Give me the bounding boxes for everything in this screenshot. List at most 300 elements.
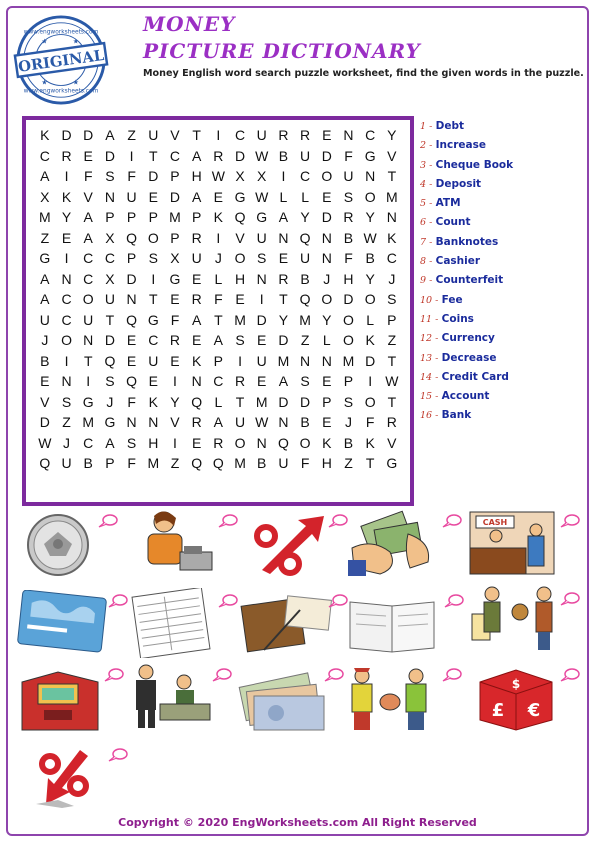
letter-cell[interactable]: E <box>257 373 267 389</box>
letter-cell[interactable]: M <box>277 352 290 369</box>
letter-cell[interactable]: U <box>39 311 50 328</box>
letter-cell[interactable]: I <box>238 352 242 369</box>
letter-cell[interactable]: B <box>343 229 354 246</box>
letter-cell[interactable]: E <box>83 147 93 164</box>
letter-cell[interactable]: A <box>105 127 115 143</box>
letter-cell[interactable]: D <box>61 127 72 143</box>
letter-cell[interactable]: R <box>278 127 289 143</box>
letter-cell[interactable]: P <box>126 250 137 266</box>
letter-cell[interactable]: H <box>321 455 332 471</box>
letter-cell[interactable]: N <box>300 352 311 369</box>
letter-cell[interactable]: O <box>234 434 246 451</box>
letter-cell[interactable]: D <box>278 393 289 410</box>
letter-cell[interactable]: G <box>364 147 376 164</box>
answer-bubble-icon[interactable] <box>218 514 238 528</box>
letter-cell[interactable]: R <box>169 332 181 348</box>
answer-bubble-icon[interactable] <box>444 594 464 608</box>
letter-cell[interactable]: N <box>278 414 289 430</box>
letter-cell[interactable]: I <box>64 352 69 369</box>
letter-cell[interactable]: I <box>173 434 177 451</box>
letter-cell[interactable]: B <box>300 270 310 287</box>
letter-cell[interactable]: J <box>63 434 71 451</box>
letter-cell[interactable]: V <box>83 188 93 205</box>
letter-cell[interactable]: E <box>191 270 202 287</box>
answer-bubble-icon[interactable] <box>98 514 118 528</box>
letter-cell[interactable]: T <box>83 352 93 369</box>
letter-cell[interactable]: R <box>213 434 224 451</box>
letter-cell[interactable]: X <box>105 229 115 246</box>
letter-cell[interactable]: E <box>170 352 180 369</box>
letter-cell[interactable]: G <box>147 311 159 328</box>
letter-cell[interactable]: S <box>235 332 245 348</box>
letter-cell[interactable]: E <box>257 332 267 348</box>
letter-cell[interactable]: M <box>299 311 311 328</box>
letter-cell[interactable]: N <box>343 127 354 143</box>
letter-cell[interactable]: R <box>191 291 202 307</box>
letter-cell[interactable]: G <box>256 209 268 225</box>
letter-cell[interactable]: E <box>191 332 202 348</box>
letter-cell[interactable]: I <box>216 127 221 143</box>
letter-cell[interactable]: Z <box>170 455 180 471</box>
letter-cell[interactable]: E <box>170 291 180 307</box>
letter-cell[interactable]: E <box>235 291 245 307</box>
letter-cell[interactable]: L <box>214 393 223 410</box>
letter-cell[interactable]: J <box>323 270 331 287</box>
letter-cell[interactable]: P <box>105 455 115 471</box>
letter-cell[interactable]: P <box>105 209 115 225</box>
letter-cell[interactable]: I <box>368 373 373 389</box>
letter-cell[interactable]: V <box>170 414 180 430</box>
letter-cell[interactable]: M <box>386 188 398 205</box>
letter-cell[interactable]: E <box>126 332 137 348</box>
letter-cell[interactable]: X <box>40 188 50 205</box>
letter-cell[interactable]: V <box>170 127 180 143</box>
answer-bubble-icon[interactable] <box>212 668 232 682</box>
letter-cell[interactable]: W <box>363 229 377 246</box>
letter-cell[interactable]: K <box>148 393 158 410</box>
letter-cell[interactable]: C <box>213 373 224 389</box>
letter-cell[interactable]: Q <box>212 455 224 471</box>
letter-cell[interactable]: U <box>256 229 267 246</box>
letter-cell[interactable]: R <box>234 373 246 389</box>
letter-cell[interactable]: Z <box>40 229 50 246</box>
letter-cell[interactable]: B <box>257 455 267 471</box>
letter-cell[interactable]: J <box>106 393 114 410</box>
letter-cell[interactable]: C <box>386 250 397 266</box>
letter-cell[interactable]: X <box>170 250 180 266</box>
letter-cell[interactable]: A <box>105 434 115 451</box>
letter-cell[interactable]: M <box>234 311 246 328</box>
letter-cell[interactable]: T <box>192 127 201 143</box>
letter-cell[interactable]: D <box>343 291 354 307</box>
letter-cell[interactable]: N <box>321 229 332 246</box>
letter-cell[interactable]: L <box>301 188 309 205</box>
letter-cell[interactable]: R <box>191 229 202 246</box>
letter-cell[interactable]: M <box>234 455 246 471</box>
letter-cell[interactable]: U <box>256 352 267 369</box>
letter-cell[interactable]: L <box>279 188 288 205</box>
letter-cell[interactable]: C <box>104 250 115 266</box>
letter-cell[interactable]: O <box>364 188 376 205</box>
letter-cell[interactable]: J <box>41 332 49 348</box>
answer-bubble-icon[interactable] <box>328 514 348 528</box>
letter-cell[interactable]: T <box>105 311 115 328</box>
letter-cell[interactable]: E <box>148 188 158 205</box>
letter-cell[interactable]: C <box>61 311 72 328</box>
letter-cell[interactable]: A <box>40 291 50 307</box>
letter-cell[interactable]: L <box>366 311 375 328</box>
letter-cell[interactable]: K <box>322 434 332 451</box>
answer-bubble-icon[interactable] <box>442 668 462 682</box>
letter-cell[interactable]: I <box>216 229 221 246</box>
letter-cell[interactable]: E <box>126 352 137 369</box>
letter-cell[interactable]: D <box>321 147 332 164</box>
letter-cell[interactable]: Y <box>387 127 397 143</box>
letter-cell[interactable]: J <box>214 250 222 266</box>
letter-cell[interactable]: T <box>387 393 397 410</box>
letter-cell[interactable]: I <box>281 168 286 184</box>
letter-cell[interactable]: P <box>126 209 137 225</box>
letter-cell[interactable]: S <box>148 250 158 266</box>
letter-cell[interactable]: U <box>300 147 311 164</box>
letter-cell[interactable]: C <box>365 127 376 143</box>
answer-bubble-icon[interactable] <box>560 592 580 606</box>
letter-cell[interactable]: S <box>61 393 72 410</box>
letter-cell[interactable]: S <box>343 188 354 205</box>
letter-cell[interactable]: S <box>105 373 115 389</box>
letter-cell[interactable]: M <box>39 209 51 225</box>
letter-cell[interactable]: G <box>82 393 94 410</box>
letter-cell[interactable]: V <box>387 434 397 451</box>
letter-cell[interactable]: A <box>83 229 93 246</box>
letter-cell[interactable]: Z <box>62 414 71 430</box>
letter-cell[interactable]: O <box>343 332 354 348</box>
letter-cell[interactable]: C <box>169 147 181 164</box>
letter-cell[interactable]: D <box>321 209 332 225</box>
letter-cell[interactable]: E <box>322 127 332 143</box>
letter-cell[interactable]: K <box>61 188 72 205</box>
letter-cell[interactable]: Q <box>299 229 311 246</box>
letter-cell[interactable]: K <box>365 434 375 451</box>
letter-cell[interactable]: E <box>322 414 332 430</box>
letter-cell[interactable]: E <box>61 229 72 246</box>
letter-cell[interactable]: D <box>234 147 246 164</box>
letter-cell[interactable]: O <box>321 291 333 307</box>
letter-cell[interactable]: A <box>278 373 289 389</box>
letter-cell[interactable]: P <box>170 168 180 184</box>
letter-cell[interactable]: T <box>387 168 397 184</box>
letter-cell[interactable]: N <box>278 229 289 246</box>
letter-cell[interactable]: H <box>191 168 202 184</box>
letter-cell[interactable]: R <box>191 414 202 430</box>
letter-cell[interactable]: F <box>127 168 136 184</box>
letter-cell[interactable]: M <box>147 455 160 471</box>
answer-bubble-icon[interactable] <box>104 668 124 682</box>
answer-bubble-icon[interactable] <box>560 668 580 682</box>
letter-cell[interactable]: G <box>386 455 398 471</box>
letter-cell[interactable]: O <box>234 250 246 266</box>
letter-cell[interactable]: S <box>387 291 397 307</box>
letter-cell[interactable]: C <box>83 270 94 287</box>
letter-cell[interactable]: I <box>173 373 177 389</box>
letter-cell[interactable]: Z <box>127 127 136 143</box>
letter-cell[interactable]: V <box>40 393 50 410</box>
letter-cell[interactable]: L <box>214 270 223 287</box>
letter-cell[interactable]: Q <box>299 291 311 307</box>
letter-cell[interactable]: X <box>257 168 267 184</box>
letter-cell[interactable]: D <box>365 352 376 369</box>
letter-cell[interactable]: C <box>39 147 50 164</box>
letter-cell[interactable]: N <box>256 270 267 287</box>
letter-cell[interactable]: N <box>61 373 72 389</box>
letter-cell[interactable]: W <box>255 188 269 205</box>
answer-bubble-icon[interactable] <box>218 594 238 608</box>
letter-cell[interactable]: C <box>234 127 246 143</box>
letter-cell[interactable]: G <box>104 414 116 430</box>
letter-cell[interactable]: E <box>322 188 332 205</box>
letter-cell[interactable]: C <box>148 332 159 348</box>
letter-cell[interactable]: V <box>387 147 397 164</box>
letter-cell[interactable]: T <box>365 455 375 471</box>
letter-cell[interactable]: B <box>365 250 375 266</box>
letter-cell[interactable]: N <box>104 188 115 205</box>
letter-cell[interactable]: T <box>387 352 397 369</box>
letter-cell[interactable]: Y <box>300 209 310 225</box>
letter-cell[interactable]: I <box>86 373 91 389</box>
letter-cell[interactable]: H <box>234 270 246 287</box>
letter-cell[interactable]: P <box>322 393 332 410</box>
letter-cell[interactable]: F <box>300 455 310 471</box>
letter-cell[interactable]: R <box>61 147 72 164</box>
letter-cell[interactable]: S <box>300 373 310 389</box>
letter-cell[interactable]: P <box>170 229 180 246</box>
letter-cell[interactable]: A <box>191 311 202 328</box>
letter-cell[interactable]: O <box>364 393 376 410</box>
letter-cell[interactable]: T <box>235 393 245 410</box>
letter-cell[interactable]: G <box>169 270 181 287</box>
letter-cell[interactable]: K <box>191 352 202 369</box>
letter-cell[interactable]: W <box>255 414 269 430</box>
letter-cell[interactable]: D <box>83 127 94 143</box>
letter-cell[interactable]: A <box>40 270 50 287</box>
letter-cell[interactable]: D <box>104 332 115 348</box>
letter-cell[interactable]: Q <box>126 311 138 328</box>
letter-cell[interactable]: U <box>148 352 159 369</box>
letter-cell[interactable]: N <box>83 332 94 348</box>
letter-cell[interactable]: G <box>39 250 51 266</box>
letter-cell[interactable]: N <box>61 270 72 287</box>
letter-cell[interactable]: B <box>343 434 354 451</box>
letter-cell[interactable]: F <box>127 393 136 410</box>
letter-cell[interactable]: U <box>300 250 311 266</box>
letter-cell[interactable]: N <box>256 434 267 451</box>
letter-cell[interactable]: P <box>343 373 354 389</box>
letter-cell[interactable]: D <box>126 270 137 287</box>
letter-cell[interactable]: S <box>105 168 115 184</box>
letter-cell[interactable]: A <box>191 188 202 205</box>
letter-cell[interactable]: D <box>256 311 267 328</box>
letter-cell[interactable]: T <box>149 147 158 164</box>
letter-cell[interactable]: U <box>148 127 159 143</box>
letter-cell[interactable]: N <box>321 250 332 266</box>
letter-cell[interactable]: N <box>365 168 376 184</box>
letter-cell[interactable]: A <box>213 332 224 348</box>
letter-cell[interactable]: F <box>127 455 136 471</box>
letter-cell[interactable]: Y <box>170 393 180 410</box>
letter-cell[interactable]: U <box>234 414 246 430</box>
letter-cell[interactable]: Y <box>322 311 332 328</box>
letter-cell[interactable]: V <box>235 229 245 246</box>
letter-cell[interactable]: M <box>82 414 95 430</box>
letter-cell[interactable]: Q <box>39 455 51 471</box>
letter-cell[interactable]: N <box>148 414 159 430</box>
letter-cell[interactable]: O <box>364 291 376 307</box>
letter-cell[interactable]: X <box>105 270 115 287</box>
letter-cell[interactable]: E <box>278 250 289 266</box>
letter-cell[interactable]: F <box>214 291 223 307</box>
letter-cell[interactable]: A <box>40 168 50 184</box>
letter-cell[interactable]: E <box>213 188 224 205</box>
letter-cell[interactable]: O <box>82 291 94 307</box>
letter-cell[interactable]: Y <box>61 209 72 225</box>
letter-cell[interactable]: S <box>257 250 267 266</box>
letter-cell[interactable]: C <box>300 168 311 184</box>
letter-cell[interactable]: W <box>211 168 225 184</box>
letter-cell[interactable]: A <box>278 209 289 225</box>
letter-cell[interactable]: N <box>191 373 202 389</box>
letter-cell[interactable]: L <box>322 332 331 348</box>
letter-cell[interactable]: E <box>40 373 50 389</box>
letter-cell[interactable]: F <box>344 250 353 266</box>
letter-cell[interactable]: C <box>61 291 72 307</box>
letter-cell[interactable]: U <box>126 188 137 205</box>
answer-bubble-icon[interactable] <box>108 594 128 608</box>
letter-cell[interactable]: Z <box>300 332 310 348</box>
letter-cell[interactable]: O <box>299 434 311 451</box>
letter-cell[interactable]: Q <box>277 434 289 451</box>
letter-cell[interactable]: C <box>83 434 94 451</box>
letter-cell[interactable]: O <box>147 229 159 246</box>
letter-cell[interactable]: D <box>278 332 289 348</box>
letter-cell[interactable]: N <box>126 414 137 430</box>
letter-cell[interactable]: W <box>385 373 399 389</box>
letter-cell[interactable]: U <box>343 168 354 184</box>
letter-cell[interactable]: H <box>148 434 159 451</box>
letter-cell[interactable]: T <box>214 311 223 328</box>
letter-cell[interactable]: K <box>365 332 375 348</box>
letter-cell[interactable]: A <box>83 209 93 225</box>
letter-cell[interactable]: Z <box>344 455 353 471</box>
letter-cell[interactable]: E <box>191 434 202 451</box>
letter-cell[interactable]: J <box>344 414 352 430</box>
letter-cell[interactable]: K <box>213 209 224 225</box>
letter-cell[interactable]: R <box>343 209 354 225</box>
letter-cell[interactable]: D <box>148 168 159 184</box>
letter-cell[interactable]: I <box>259 291 264 307</box>
letter-cell[interactable]: B <box>300 414 310 430</box>
letter-cell[interactable]: M <box>342 352 355 369</box>
letter-cell[interactable]: P <box>387 311 397 328</box>
letter-cell[interactable]: E <box>148 373 158 389</box>
letter-cell[interactable]: N <box>126 291 137 307</box>
letter-cell[interactable]: D <box>39 414 50 430</box>
letter-cell[interactable]: O <box>61 332 72 348</box>
letter-cell[interactable]: Q <box>191 455 203 471</box>
letter-cell[interactable]: Q <box>191 393 203 410</box>
letter-cell[interactable]: H <box>343 270 354 287</box>
letter-cell[interactable]: T <box>149 291 158 307</box>
letter-cell[interactable]: I <box>151 270 156 287</box>
letter-cell[interactable]: D <box>300 393 311 410</box>
letter-cell[interactable]: I <box>64 250 69 266</box>
letter-cell[interactable]: E <box>322 373 332 389</box>
letter-cell[interactable]: F <box>344 147 353 164</box>
letter-cell[interactable]: U <box>256 127 267 143</box>
letter-cell[interactable]: U <box>83 311 94 328</box>
letter-cell[interactable]: S <box>126 434 137 451</box>
letter-cell[interactable]: Z <box>387 332 397 348</box>
letter-cell[interactable]: W <box>38 434 52 451</box>
letter-cell[interactable]: R <box>386 414 397 430</box>
letter-cell[interactable]: D <box>169 188 181 205</box>
answer-bubble-icon[interactable] <box>560 514 580 528</box>
letter-cell[interactable]: U <box>278 455 289 471</box>
letter-cell[interactable]: Y <box>365 209 375 225</box>
letter-cell[interactable]: I <box>64 168 69 184</box>
letter-cell[interactable]: O <box>343 311 354 328</box>
letter-cell[interactable]: X <box>235 168 245 184</box>
letter-cell[interactable]: N <box>386 209 397 225</box>
answer-bubble-icon[interactable] <box>328 594 348 608</box>
letter-cell[interactable]: N <box>321 352 332 369</box>
letter-cell[interactable]: C <box>83 250 94 266</box>
letter-cell[interactable]: Q <box>126 373 138 389</box>
letter-cell[interactable]: W <box>255 147 269 164</box>
letter-cell[interactable]: P <box>213 352 224 369</box>
letter-cell[interactable]: R <box>300 127 311 143</box>
letter-cell[interactable]: Q <box>104 352 116 369</box>
letter-cell[interactable]: A <box>191 147 202 164</box>
letter-cell[interactable]: M <box>169 209 181 225</box>
letter-cell[interactable]: B <box>40 352 50 369</box>
letter-cell[interactable]: A <box>213 414 224 430</box>
letter-cell[interactable]: K <box>387 229 397 246</box>
letter-cell[interactable]: I <box>129 147 134 164</box>
letter-cell[interactable]: B <box>278 147 289 164</box>
letter-cell[interactable]: T <box>279 291 288 307</box>
letter-cell[interactable]: S <box>343 393 354 410</box>
letter-cell[interactable]: U <box>191 250 202 266</box>
answer-bubble-icon[interactable] <box>442 514 462 528</box>
answer-bubble-icon[interactable] <box>324 668 344 682</box>
letter-cell[interactable]: J <box>388 270 396 287</box>
letter-cell[interactable]: M <box>255 393 268 410</box>
letter-cell[interactable]: R <box>213 147 224 164</box>
letter-cell[interactable]: F <box>170 311 180 328</box>
letter-cell[interactable]: U <box>61 455 72 471</box>
letter-cell[interactable]: R <box>278 270 289 287</box>
letter-cell[interactable]: P <box>148 209 158 225</box>
letter-cell[interactable]: G <box>234 188 246 205</box>
letter-cell[interactable]: Q <box>126 229 138 246</box>
letter-cell[interactable]: K <box>40 127 50 143</box>
answer-bubble-icon[interactable] <box>108 748 128 762</box>
letter-cell[interactable]: Y <box>365 270 375 287</box>
letter-cell[interactable]: F <box>83 168 93 184</box>
letter-cell[interactable]: Q <box>234 209 246 225</box>
letter-cell[interactable]: Y <box>278 311 289 328</box>
letter-cell[interactable]: O <box>321 168 333 184</box>
